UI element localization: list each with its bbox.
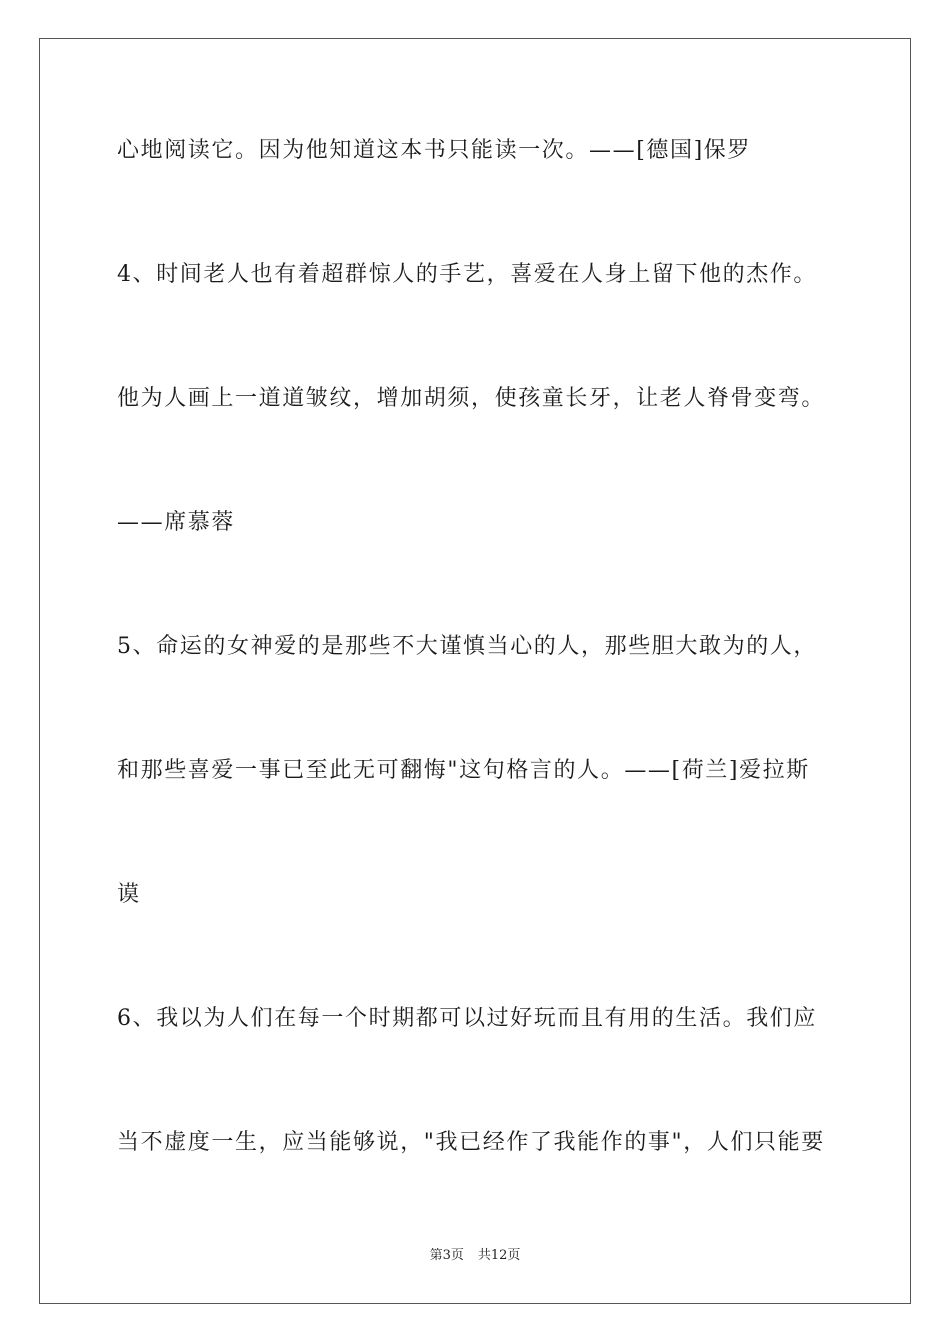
- text-line-4: ——席慕蓉: [117, 510, 236, 535]
- text-line-2: 4、时间老人也有着超群惊人的手艺，喜爱在人身上留下他的杰作。: [117, 262, 817, 287]
- page-footer: [0, 1244, 950, 1263]
- text-line-3: 他为人画上一道道皱纹，增加胡须，使孩童长牙，让老人脊骨变弯。: [117, 386, 826, 411]
- page-border: [39, 38, 911, 1304]
- text-line-7: 谟: [117, 882, 141, 907]
- text-line-8: 6、我以为人们在每一个时期都可以过好玩而且有用的生活。我们应: [117, 1006, 817, 1031]
- text-line-9: 当不虚度一生，应当能够说，"我已经作了我能作的事"，人们只能要: [117, 1130, 825, 1155]
- text-line-1: 心地阅读它。因为他知道这本书只能读一次。——[德国]保罗: [117, 138, 751, 163]
- page-total: 共12页: [477, 1248, 521, 1263]
- text-line-5: 5、命运的女神爱的是那些不大谨慎当心的人，那些胆大敢为的人，: [117, 634, 817, 659]
- text-line-6: 和那些喜爱一事已至此无可翻悔"这句格言的人。——[荷兰]爱拉斯: [117, 758, 810, 783]
- page-number: 第3页: [429, 1248, 464, 1263]
